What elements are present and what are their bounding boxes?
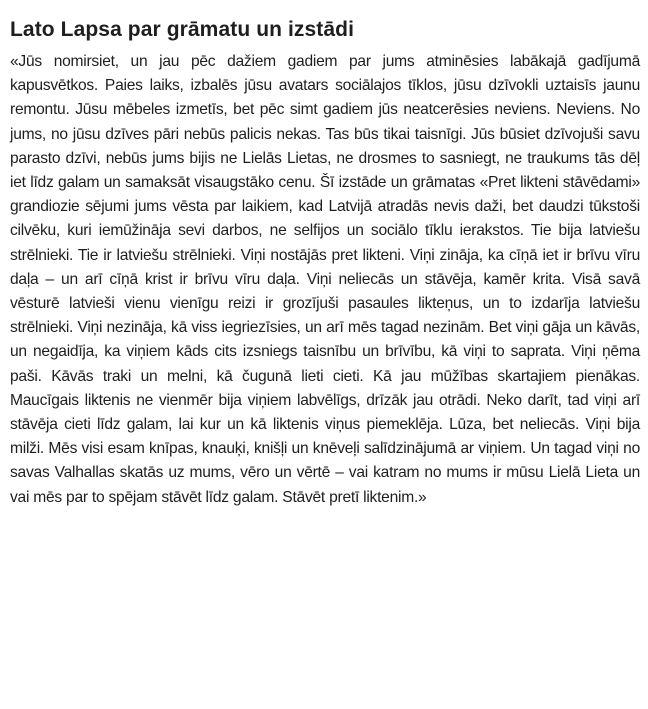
- article-title: Lato Lapsa par grāmatu un izstādi: [10, 18, 355, 41]
- article-body: «Jūs nomirsiet, un jau pēc dažiem gadiem par jums atminēsies labākajā gadījumā kapusvētkos. Paies laiks, izbalēs jūsu avatars sociālajos tīklos, jūsu dzīvokli uztaisīs jaunu remontu. Jūsu mēbeles izmetīs, bet pēc simt gadiem jūs neatcerēsies neviens. Neviens. No jums, no jūsu dzīves pāri nebūs palicis nekas. Tas būs tikai taisnīgi. Jūs būsiet dzīvojuši savu parasto dzīvi, nebūs jums bijis ne Lielās Lietas, ne drosmes to sasniegt, ne traukums tās dēļ iet līdz galam un samaksāt visaugstāko cenu. Šī izstāde un grāmatas «Pret likteni stāvēdami» grandiozie sējumi jums vēsta par laikiem, kad Latvijā atradās nevis daži, bet daudzi tūkstoši cilvēku, kuri iemūžināja sevi darbos, ne selfijos un sociālo tīklu ierakstos. Tie bija latviešu strēlnieki. Tie ir latviešu strēlnieki. Viņi nostājās pret likteni. Viņi zināja, ka cīņā iet ir brīvu vīru daļa – un arī cīņā krist ir brīvu vīru daļa. Viņi neliecās un stāvēja, kamēr krita. Visā savā vēsturē latvieši vienu vienīgu reizi ir grozījuši pasaules likteņus, un to izdarīja latviešu strēlnieki. Viņi nezināja, kā viss iegriezīsies, un arī mēs tagad nezinām. Bet viņi gāja un kāvās, un negaidīja, ka viņiem kāds cits izsniegs taisnību un brīvību, kā viņi to saprata. Viņi ņēma paši. Kāvās traki un melni, kā čugunā lieti cieti. Kā jau mūžības skartajiem pienākas. Maucīgais liktenis ne vienmēr bija viņiem labvēlīgs, drīzāk jau otrādi. Neko darīt, tad viņi arī stāvēja cieti līdz galam, lai kur un kā liktenis viņus piemeklēja. Lūza, bet neliecās. Viņi bija milži. Mēs visi esam knīpas, knauķi, knišļi un knēveļi salīdzinājumā ar viņiem. Un tagad viņi no savas Valhallas skatās uz mums, vēro un vērtē – vai katram no mums ir mūsu Lielā Lieta un vai mēs par to spējam stāvēt līdz galam. Stāvēt pretī liktenim.»: [10, 53, 640, 506]
